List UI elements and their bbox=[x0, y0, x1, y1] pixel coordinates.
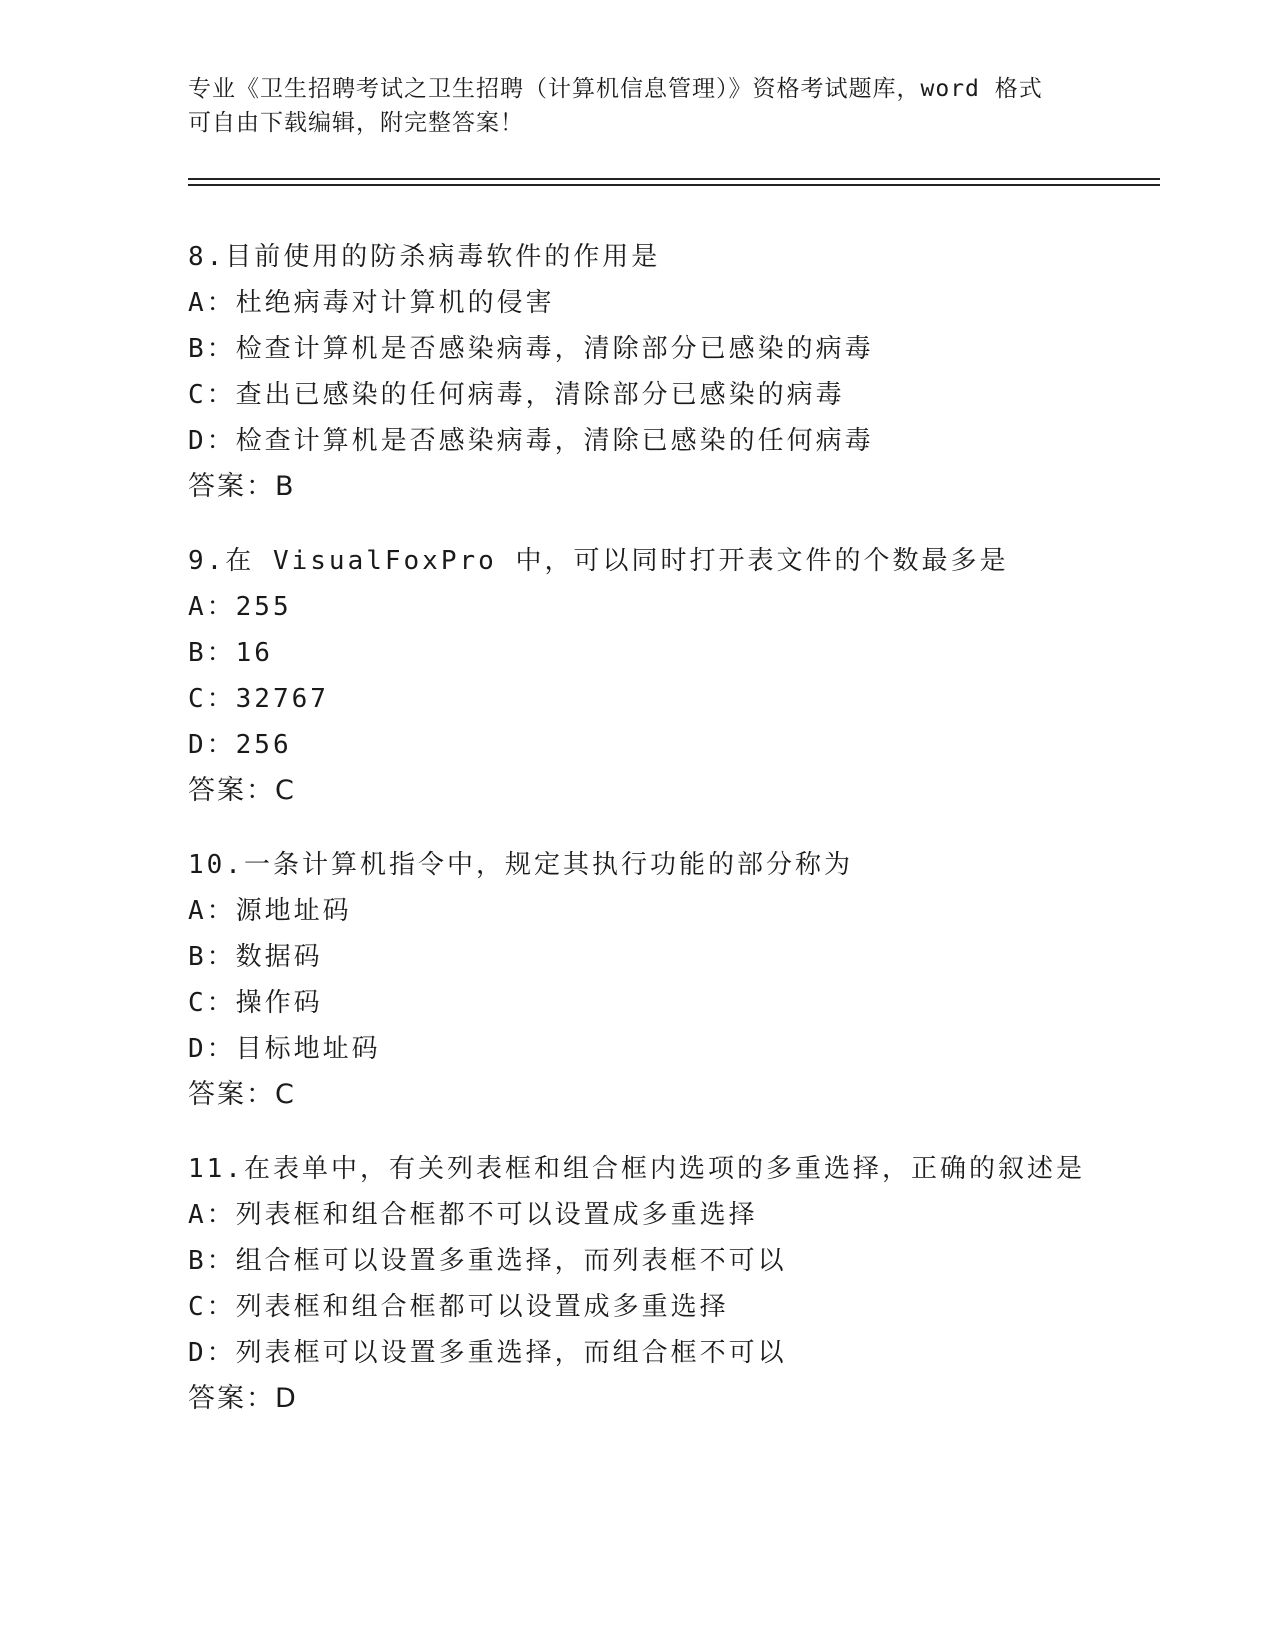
question-11 bbox=[188, 1146, 1168, 1422]
question-10 bbox=[188, 842, 1168, 1118]
option-a: A：列表框和组合框都不可以设置成多重选择 bbox=[188, 1200, 758, 1230]
header-divider-top bbox=[188, 178, 1160, 180]
option-d: D：列表框可以设置多重选择，而组合框不可以 bbox=[188, 1338, 787, 1368]
option-c: C：查出已感染的任何病毒，清除部分已感染的病毒 bbox=[188, 380, 845, 410]
question-title: 10.一条计算机指令中，规定其执行功能的部分称为 bbox=[188, 850, 853, 880]
option-b: B：数据码 bbox=[188, 942, 323, 972]
option-b: B：16 bbox=[188, 638, 273, 668]
option-b: B：检查计算机是否感染病毒，清除部分已感染的病毒 bbox=[188, 334, 874, 364]
answer: 答案：B bbox=[188, 471, 296, 502]
header-line-1: 专业《卫生招聘考试之卫生招聘（计算机信息管理）》资格考试题库，word 格式 bbox=[188, 76, 1043, 102]
option-d: D：256 bbox=[188, 730, 292, 760]
answer: 答案：D bbox=[188, 1383, 298, 1414]
option-a: A：源地址码 bbox=[188, 896, 352, 926]
option-c: C：列表框和组合框都可以设置成多重选择 bbox=[188, 1292, 729, 1322]
question-list bbox=[188, 234, 1168, 1450]
option-b: B：组合框可以设置多重选择，而列表框不可以 bbox=[188, 1246, 787, 1276]
option-c: C：32767 bbox=[188, 684, 329, 714]
answer: 答案：C bbox=[188, 1079, 296, 1110]
header-line-2: 可自由下载编辑，附完整答案！ bbox=[188, 110, 524, 136]
question-title: 9.在 VisualFoxPro 中，可以同时打开表文件的个数最多是 bbox=[188, 546, 1009, 576]
option-a: A：杜绝病毒对计算机的侵害 bbox=[188, 288, 555, 318]
question-8 bbox=[188, 234, 1168, 510]
option-d: D：目标地址码 bbox=[188, 1034, 381, 1064]
question-9 bbox=[188, 538, 1168, 814]
question-title: 11.在表单中，有关列表框和组合框内选项的多重选择，正确的叙述是 bbox=[188, 1154, 1085, 1184]
document-header bbox=[188, 72, 1088, 140]
answer: 答案：C bbox=[188, 775, 296, 806]
option-c: C：操作码 bbox=[188, 988, 323, 1018]
option-d: D：检查计算机是否感染病毒，清除已感染的任何病毒 bbox=[188, 426, 874, 456]
header-divider-bottom bbox=[188, 184, 1160, 186]
question-title: 8.目前使用的防杀病毒软件的作用是 bbox=[188, 242, 661, 272]
option-a: A：255 bbox=[188, 592, 292, 622]
